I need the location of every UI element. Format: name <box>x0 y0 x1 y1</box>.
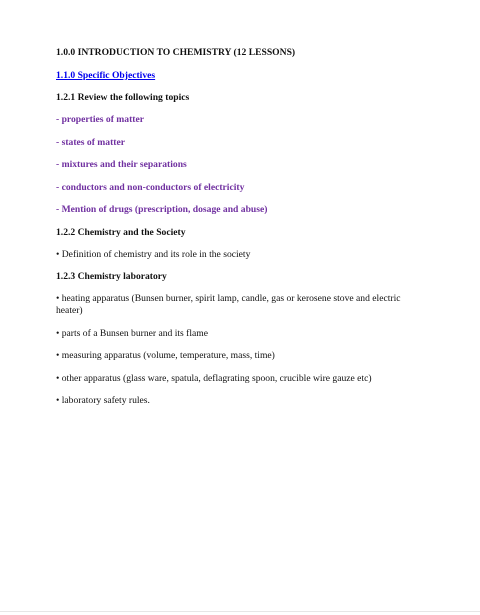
bullet-definition-of-chemistry: • Definition of chemistry and its role in the society <box>56 248 251 260</box>
section-121-heading: 1.2.1 Review the following topics <box>56 92 190 103</box>
topic-item-states-of-matter: - states of matter <box>56 136 125 148</box>
topic-item-properties-of-matter: - properties of matter <box>56 114 144 125</box>
bullet-safety-rules: • laboratory safety rules. <box>56 395 150 406</box>
bullet-measuring-apparatus: • measuring apparatus (volume, temperature, mass, time) <box>56 350 275 361</box>
document-content <box>56 47 416 418</box>
specific-objectives-heading <box>56 70 416 82</box>
bullet-bunsen-burner-parts: • parts of a Bunsen burner and its flame <box>56 327 209 339</box>
section-122-heading: 1.2.2 Chemistry and the Society <box>56 226 186 238</box>
bullet-other-apparatus: • other apparatus (glass ware, spatula, deflagrating spoon, crucible wire gauze etc) <box>56 372 372 384</box>
bullet-heating-apparatus: • heating apparatus (Bunsen burner, spirit lamp, candle, gas or kerosene stove and electric heater) <box>56 293 401 316</box>
section-123-heading: 1.2.3 Chemistry laboratory <box>56 271 167 282</box>
topic-item-mixtures: - mixtures and their separations <box>56 159 187 170</box>
topic-item-conductors: - conductors and non-conductors of electricity <box>56 181 245 193</box>
topic-item-drugs: - Mention of drugs (prescription, dosage and abuse) <box>56 204 268 215</box>
specific-objectives-link[interactable]: 1.1.0 Specific Objectives <box>56 70 156 81</box>
document-title: 1.0.0 INTRODUCTION TO CHEMISTRY (12 LESSONS) <box>56 47 296 58</box>
